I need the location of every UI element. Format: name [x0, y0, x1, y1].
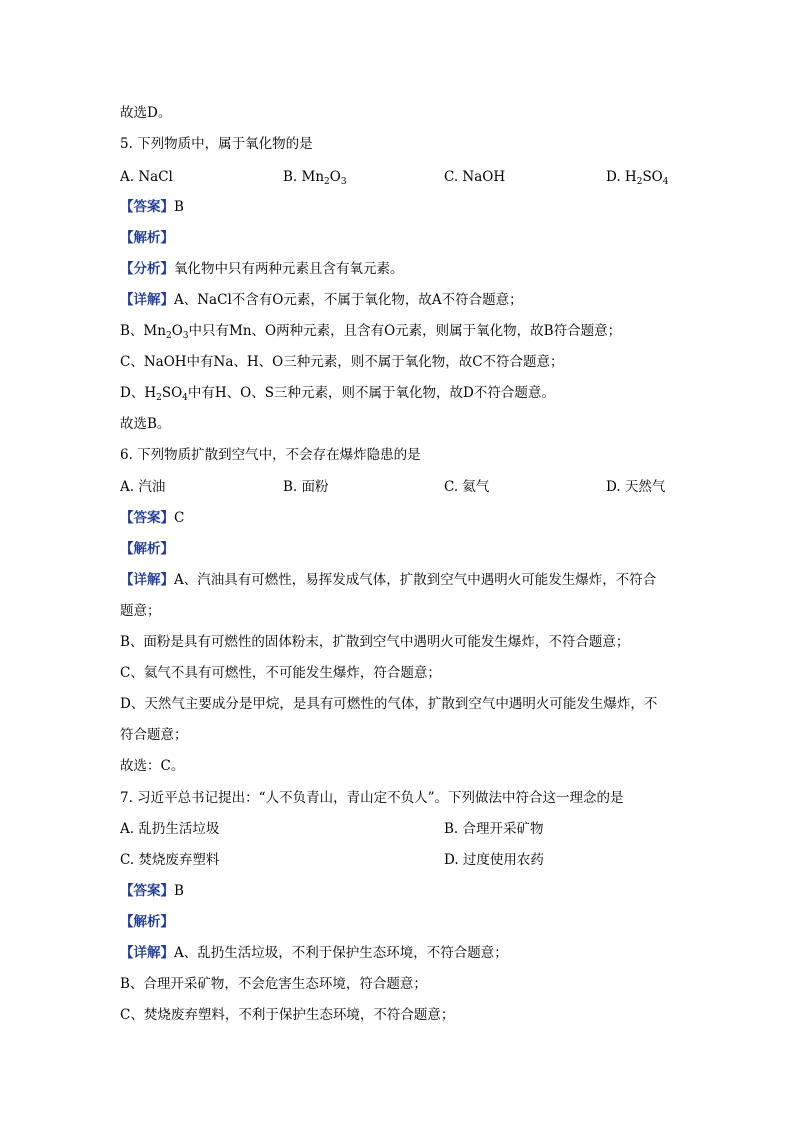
answer-value: C [174, 510, 185, 526]
q7-detail-b: B、合理开采矿物，不会危害生态环境，符合题意； [120, 976, 427, 992]
q6-detail-c: C、氦气不具有可燃性，不可能发生爆炸，符合题意； [120, 665, 441, 681]
q6-detail-a-line2: 题意； [120, 603, 161, 619]
q6-detail-b: B、面粉是具有可燃性的固体粉末，扩散到空气中遇明火可能发生爆炸，不符合题意； [120, 634, 630, 650]
q5-stem: 5. 下列物质中，属于氧化物的是 [120, 136, 313, 152]
q6-detail-d-line2: 符合题意； [120, 727, 188, 743]
q5-option-c: C. NaOH [444, 169, 506, 185]
q6-answer [120, 509, 184, 527]
answer-value: B [174, 199, 184, 215]
q7-answer [120, 882, 184, 900]
answer-tag: 【答案】 [120, 510, 174, 526]
q5-fenxi: 【分析】氧化物中只有两种元素且含有氧元素。 [120, 261, 404, 277]
q6-option-a: A. 汽油 [120, 479, 166, 495]
q5-detail-d: D、$H_2SO_4$中有H、O、S三种元素，则不属于氧化物，故D不符合题意。 [120, 385, 555, 403]
q4-conclusion: 故选D。 [120, 105, 172, 121]
q7-option-b: B. 合理开采矿物 [444, 821, 544, 837]
q6-detail-d-line1: D、天然气主要成分是甲烷，是具有可燃性的气体，扩散到空气中遇明火可能发生爆炸，不 [120, 696, 658, 712]
answer-tag: 【答案】 [120, 199, 174, 215]
q6-option-d: D. 天然气 [606, 479, 666, 495]
answer-tag: 【答案】 [120, 883, 174, 899]
q7-option-a: A. 乱扔生活垃圾 [120, 821, 220, 837]
q6-option-b: B. 面粉 [283, 479, 329, 495]
q5-detail-a: 【详解】A、NaCl不含有O元素，不属于氧化物，故A不符合题意； [120, 292, 523, 308]
q6-option-c: C. 氦气 [444, 479, 490, 495]
q5-detail-b: B、$Mn_2O_3$中只有Mn、O两种元素，且含有O元素，则属于氧化物，故B符合题意； [120, 323, 622, 341]
q7-analysis-heading: 【解析】 [120, 914, 174, 930]
q7-detail-c: C、焚烧废弃塑料，不利于保护生态环境，不符合题意； [120, 1007, 455, 1023]
q5-detail-c: C、NaOH中有Na、H、O三种元素，则不属于氧化物，故C不符合题意； [120, 354, 564, 370]
q5-answer [120, 198, 184, 216]
q6-analysis-heading: 【解析】 [120, 541, 174, 557]
q7-stem: 7. 习近平总书记提出：“人不负青山，青山定不负人”。下列做法中符合这一理念的是 [120, 790, 624, 806]
q6-stem: 6. 下列物质扩散到空气中，不会存在爆炸隐患的是 [120, 447, 421, 463]
q6-conclusion: 故选：C。 [120, 758, 185, 774]
q6-detail-a-line1: 【详解】A、汽油具有可燃性，易挥发成气体，扩散到空气中遇明火可能发生爆炸，不符合 [120, 572, 657, 588]
q7-option-d: D. 过度使用农药 [444, 852, 544, 868]
q5-option-b: B. $Mn_2O_3$ [283, 169, 347, 187]
q5-option-a: A. NaCl [120, 169, 173, 185]
answer-value: B [174, 883, 184, 899]
q5-conclusion: 故选B。 [120, 416, 171, 432]
q7-detail-a: 【详解】A、乱扔生活垃圾，不利于保护生态环境，不符合题意； [120, 945, 508, 961]
q5-option-d: D. $H_2SO_4$ [606, 169, 669, 187]
q7-option-c: C. 焚烧废弃塑料 [120, 852, 220, 868]
q5-analysis-heading: 【解析】 [120, 230, 174, 246]
